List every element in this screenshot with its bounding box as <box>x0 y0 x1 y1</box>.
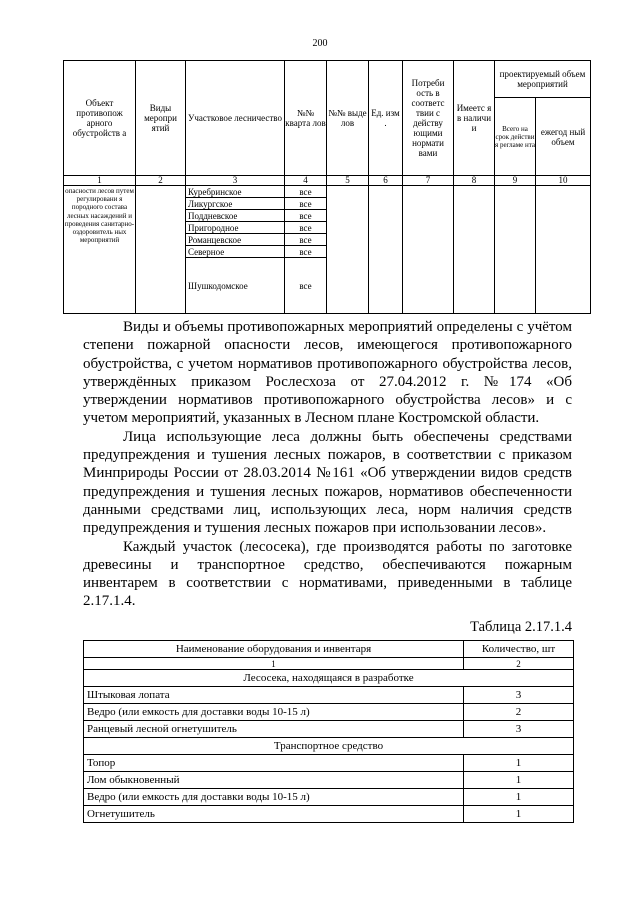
unit-cell <box>369 186 403 314</box>
annual-cell <box>536 186 591 314</box>
equipment-qty: 1 <box>464 772 574 789</box>
equipment-name: Ведро (или емкость для доставки воды 10-15 л) <box>84 789 464 806</box>
table-caption: Таблица 2.17.1.4 <box>470 619 572 635</box>
equipment-table <box>83 640 574 823</box>
page-number: 200 <box>312 38 328 49</box>
col-num-1: 1 <box>64 176 136 186</box>
col-num-10: 10 <box>536 176 591 186</box>
forestry-row: Куребринское <box>186 186 285 198</box>
paragraph-2: Лица использующие леса должны быть обеспечены средствами предупреждения и тушения лесных пожаров, в соответствии с приказом Минприроды России от 28.03.2014 №161 «Об утверждении видов средств предупреждения и тушения лесных пожаров, нормативов обеспеченности данными средствами лиц, использующих леса, норм наличия средств предупреждения и тушения лесных пожаров при использовании лесов». <box>83 428 572 537</box>
header-unit: Ед. изм . <box>369 61 403 176</box>
quarters-cell: все <box>285 234 327 246</box>
forestry-row: Романцевское <box>186 234 285 246</box>
col-num-4: 4 <box>285 176 327 186</box>
header-plots: №№ выде лов <box>327 61 369 176</box>
quarters-cell: все <box>285 246 327 258</box>
col-num-2: 2 <box>136 176 186 186</box>
equipment-name: Топор <box>84 755 464 772</box>
kinds-cell <box>136 186 186 314</box>
header-forestry: Участковое лесничество <box>186 61 285 176</box>
col-num-5: 5 <box>327 176 369 186</box>
equipment-qty: 1 <box>464 755 574 772</box>
equipment-name: Огнетушитель <box>84 806 464 823</box>
col-num-3: 3 <box>186 176 285 186</box>
index-1: 1 <box>84 658 464 670</box>
col-num-9: 9 <box>495 176 536 186</box>
forestry-row: Ликургское <box>186 198 285 210</box>
header-object: Объект противопож арного обустройств а <box>64 61 136 176</box>
index-2: 2 <box>464 658 574 670</box>
header-projected: проектируемый объем мероприятий <box>495 61 591 98</box>
quarters-cell: все <box>285 210 327 222</box>
forestry-row: Пригородное <box>186 222 285 234</box>
section-title-vehicle: Транспортное средство <box>84 738 574 755</box>
equipment-name: Штыковая лопата <box>84 687 464 704</box>
object-description: опасности лесов путем регулировани я породного состава лесных насаждений и проведения санитарно-оздоровитель ных мероприятий <box>64 186 136 314</box>
equipment-qty: 2 <box>464 704 574 721</box>
forestry-row: Шушкодомское <box>186 258 285 314</box>
total-cell <box>495 186 536 314</box>
equipment-name: Ведро (или емкость для доставки воды 10-15 л) <box>84 704 464 721</box>
equipment-qty: 3 <box>464 687 574 704</box>
paragraph-3: Каждый участок (лесосека), где производятся работы по заготовке древесины и транспортное средство, обеспечиваются пожарным инвентарем в соответствии с нормативами, приведенными в таблице 2.17.1.4. <box>83 538 572 610</box>
body-text <box>83 318 572 611</box>
paragraph-1: Виды и объемы противопожарных мероприятий определены с учётом степени пожарной опасности лесов, имеющегося противопожарного обустройства, с учетом нормативов противопожарного обустройства лесов, утверждённых приказом Рослесхоза от 27.04.2012 г. №174 «Об утверждении нормативов противопожарного обустройства лесов» и с учетом мероприятий, указанных в Лесном плане Костромской области. <box>83 319 572 427</box>
header-annual: ежегод ный объем <box>536 98 591 176</box>
header-need: Потреби ость в соответс твии с действу ющими нормати вами <box>403 61 454 176</box>
quarters-cell: все <box>285 186 327 198</box>
equipment-qty: 1 <box>464 806 574 823</box>
equipment-name: Лом обыкновенный <box>84 772 464 789</box>
plots-cell <box>327 186 369 314</box>
header-equipment-name: Наименование оборудования и инвентаря <box>84 641 464 658</box>
quarters-cell: все <box>285 222 327 234</box>
quarters-cell: все <box>285 198 327 210</box>
available-cell <box>454 186 495 314</box>
quarters-cell: все <box>285 258 327 314</box>
fire-measures-table <box>63 60 591 314</box>
forestry-row: Поддневское <box>186 210 285 222</box>
section-title-cutting-area: Лесосека, находящаяся в разработке <box>84 670 574 687</box>
forestry-row: Северное <box>186 246 285 258</box>
header-quarters: №№ кварта лов <box>285 61 327 176</box>
col-num-8: 8 <box>454 176 495 186</box>
col-num-7: 7 <box>403 176 454 186</box>
header-quantity: Количество, шт <box>464 641 574 658</box>
header-available: Имеетс я в наличи и <box>454 61 495 176</box>
header-total-period: Всего на срок действи я регламе нта <box>495 98 536 176</box>
equipment-qty: 1 <box>464 789 574 806</box>
col-num-6: 6 <box>369 176 403 186</box>
need-cell <box>403 186 454 314</box>
equipment-name: Ранцевый лесной огнетушитель <box>84 721 464 738</box>
header-kinds: Виды меропри ятий <box>136 61 186 176</box>
equipment-qty: 3 <box>464 721 574 738</box>
